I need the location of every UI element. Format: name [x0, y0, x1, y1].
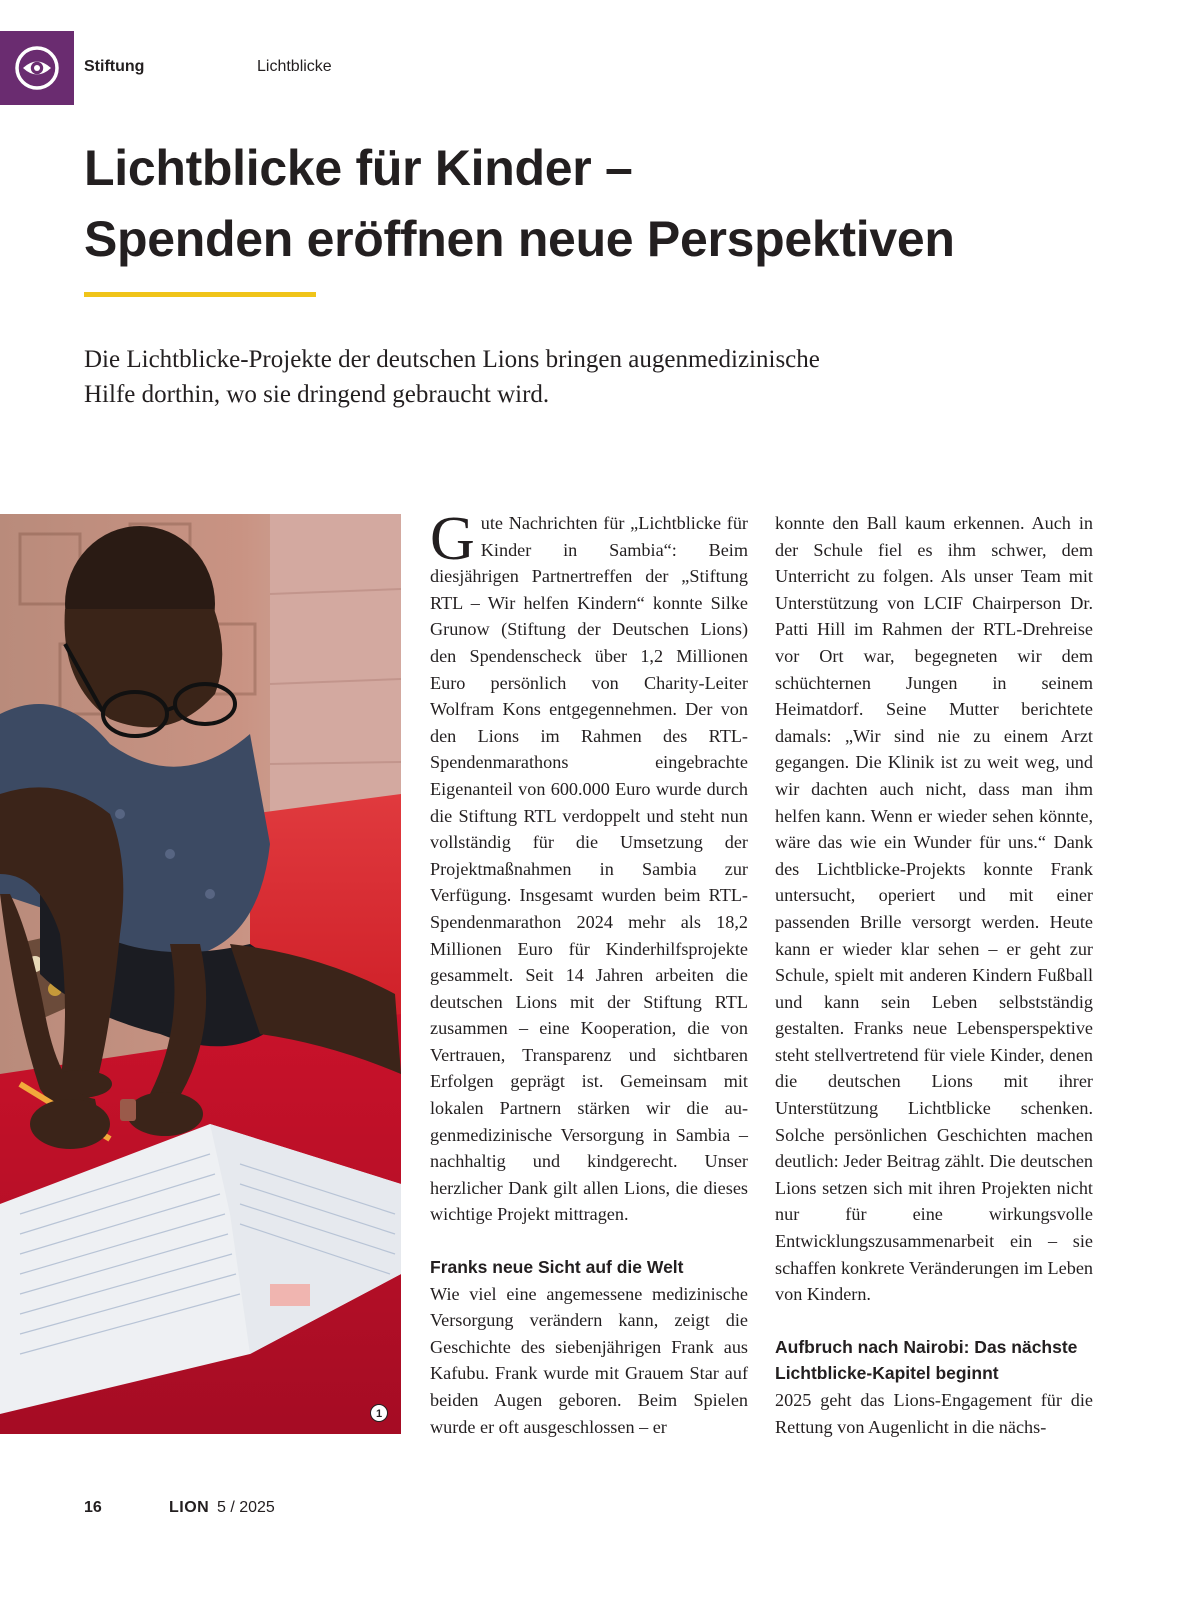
article-column-1 — [430, 505, 748, 1440]
subheading-frank: Franks neue Sicht auf die Welt — [430, 1257, 684, 1278]
issue-number: 5 / 2025 — [217, 1499, 275, 1516]
drop-cap: G — [430, 505, 475, 573]
page-number: 16 — [84, 1499, 102, 1516]
intro-paragraph-text: ute Nachrichten für „Lichtblicke für Kinder in Sambia“: Beim diesjährigen Partnertreffen der „Stiftung RTL – Wir helfen Kindern“ konnte Silke Grunow (Stiftung der Deutschen Lions) den Spendenscheck über 1,2 Millionen Euro persönlich von Charity-Leiter Wolfram Kons entgegennehmen. Der von den Lions im Rahmen des RTL-Spendenmarathons eingebrachte Eigenanteil von 600.000 Euro wurde durch die Stiftung RTL verdoppelt und steht nun vollständig für die Umsetzung der Projektmaßnahmen in Sambia zur Verfügung. Insgesamt wurden beim RTL-Spendenmarathon 2024 mehr als 18,2 Millionen Euro für Kinderhilfsprojekte gesammelt. Seit 14 Jahren arbeiten die deutschen Lions mit der Stiftung RTL zusammen – eine Kooperation, die von Vertrauen, Transparenz und sichtbaren Erfolgen geprägt ist. Gemeinsam mit lokalen Partnern stärken wir die augenmedizinische Versorgung in Sambia – nachhaltig und kindgerecht. Unser herzlicher Dank gilt allen Lions, die dieses wichtige Projekt mittragen. — [430, 513, 748, 1225]
lead-line-2: Hilfe dorthin, wo sie dringend gebraucht wird. — [84, 381, 550, 408]
section-icon-box — [0, 31, 74, 105]
subsection-label: Lichtblicke — [257, 58, 332, 75]
image-number-badge: 1 — [370, 1404, 388, 1422]
subheading-nairobi: Aufbruch nach Nairobi: Das nächste Lichtblicke-Kapitel beginnt — [775, 1336, 1078, 1384]
headline-line-2: Spenden eröffnen neue Perspektiven — [84, 211, 955, 267]
intro-paragraph — [430, 505, 748, 1228]
headline-line-1: Lichtblicke für Kinder – — [84, 140, 633, 196]
section-label: Stiftung — [84, 58, 145, 75]
lead-line-1: Die Lichtblicke-Projekte der deutschen Lions bringen augenmedizinische — [84, 346, 820, 373]
frank-continued-paragraph: konnte den Ball kaum erkennen. Auch in der Schule fiel es ihm schwer, dem Unterricht zu folgen. Als unser Team mit Unterstützung von LCIF Chairperson Dr. Patti Hill im Rahmen der RTL-Drehreise vor Ort war, begegneten wir dem schüchternen Jungen in seinem Heimatdorf. Seine Mutter berichtete damals: „Wir sind nie zu einem Arzt gegangen. Die Klinik ist zu weit weg, und wir dachten auch nicht, dass man ihm helfen kann. Wenn er wieder sehen könnte, wäre das wie ein Wunder für uns.“ Dank des Lichtblicke-Projekts konnte Frank untersucht, operiert und mit einer passenden Brille versorgt werden. Heute kann er wieder klar sehen – er geht zur Schule, spielt mit anderen Kindern Fußball und kann sein Leben selbstständig gestalten. Franks neue Lebensperspektive steht stellvertretend für viele Kinder, denen die deutschen Lions mit ihrer Unterstützung Lichtblicke schenken. Solche persönlichen Geschichten machen deutlich: Jeder Beitrag zählt. Die deutschen Lions setzen sich mit ihren Projekten nicht nur für eine wirkungsvolle Entwicklungszusammenarbeit ein – sie schaffen konkrete Veränderungen im Leben von Kindern. — [775, 513, 1093, 1305]
frank-paragraph: Wie viel eine angemessene medizinische Versorgung verändern kann, zeigt die Geschichte des siebenjährigen Frank aus Kafubu. Frank wurde mit Grauem Star auf beiden Augen geboren. Beim Spielen wurde er oft ausgeschlossen – er — [430, 1283, 748, 1437]
article-lead — [84, 342, 1044, 412]
article-column-2 — [775, 510, 1093, 1440]
article-headline — [84, 133, 1144, 275]
nairobi-paragraph: 2025 geht das Lions-Engagement für die Rettung von Augenlicht in die nächs- — [775, 1390, 1093, 1437]
article-photo — [0, 514, 401, 1434]
headline-rule — [84, 292, 316, 297]
eye-icon — [14, 45, 60, 91]
magazine-name: LION — [169, 1499, 210, 1516]
